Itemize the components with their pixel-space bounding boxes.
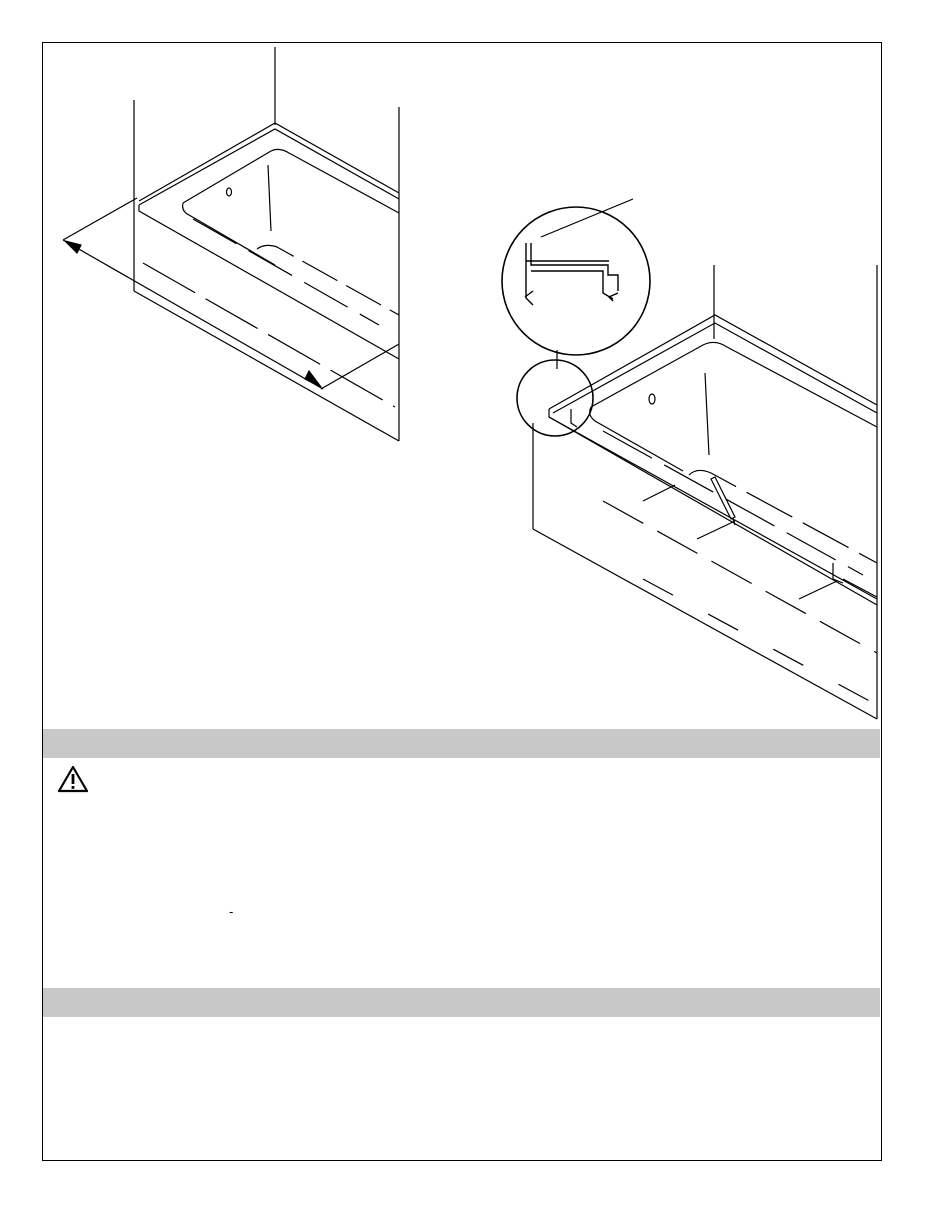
track-placement-drawing xyxy=(502,199,877,719)
stray-dash-mark: - xyxy=(229,904,234,919)
installation-illustration xyxy=(43,43,883,729)
instruction-page-frame xyxy=(42,42,882,1161)
section-header-bar xyxy=(43,729,880,758)
warning-triangle-icon xyxy=(57,765,89,793)
bathtub-measurement-drawing xyxy=(63,47,399,441)
section-header-bar xyxy=(43,988,880,1017)
